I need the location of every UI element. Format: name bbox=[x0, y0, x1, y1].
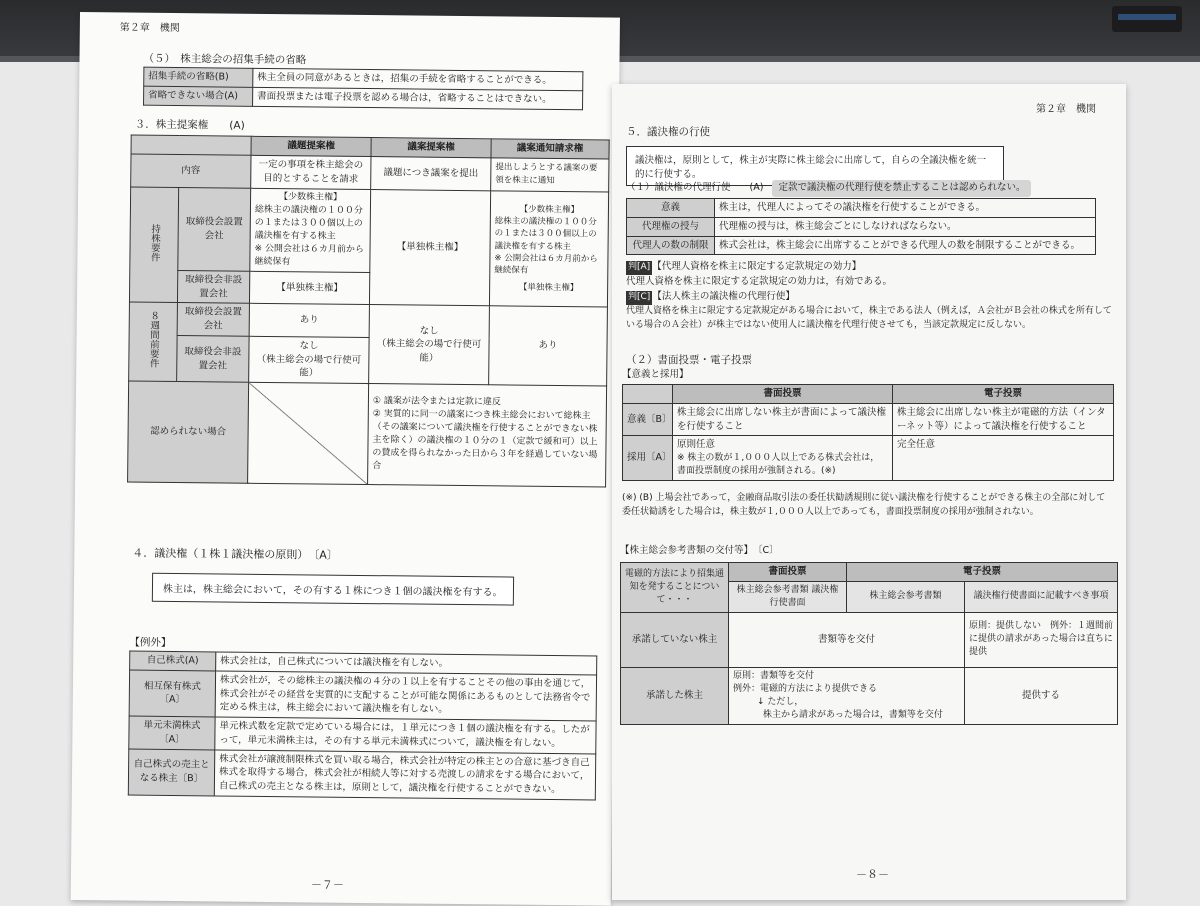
cell-tsuchi-naiyo: 提出しようとする議案の要領を株主に通知 bbox=[491, 158, 609, 192]
exception-label: 単元未満株式〔A〕 bbox=[129, 716, 215, 749]
table-row bbox=[129, 302, 607, 340]
header-gian: 議案提案権 bbox=[371, 138, 491, 158]
header-gidai: 議題提案権 bbox=[251, 136, 371, 156]
proxy-row-text: 代理権の授与は，株主総会ごとにしなければならない。 bbox=[715, 217, 1096, 236]
section-4-title: ４．議決権（１株１議決権の原則） 〔A〕 bbox=[132, 546, 338, 562]
table-row bbox=[621, 667, 1118, 724]
hachi-label: ８週間前要件 bbox=[147, 311, 160, 369]
row-label-torishimari-none-2: 取締役会非設置会社 bbox=[177, 335, 249, 382]
proxy-row-text: 株主は，代理人によってその議決権を行使することができる。 bbox=[715, 199, 1096, 218]
header-shomen: 書面投票 bbox=[729, 563, 847, 582]
section-5-title: （５） 株主総会の招集手続の省略 bbox=[143, 52, 307, 67]
exception-text: 株式会社が，その総株主の議決権の４分の１以上を有することその他の事由を通じて，株式会社がその経営を実質的に支配することが可能な関係にあるものとして法務省令で定める株主は，株主総会において議決権を有しない。 bbox=[215, 671, 596, 721]
header-tsuchi: 議案通知請求権 bbox=[491, 139, 609, 159]
row2-mid-3: ↓ ただし， bbox=[757, 696, 804, 707]
table-row bbox=[144, 86, 583, 109]
row-label-torishimari-none: 取締役会非設置会社 bbox=[177, 270, 249, 303]
left-page-header: 第２章 機関 bbox=[119, 22, 180, 35]
footnote: (※) (B) 上場会社であって，金融商品取引法の委任状勧誘規則に従い議決権を行使することができる株主の全部に対して委任状勧誘をした場合は，株主数が１,０００人以上であっても，書面投票制度の採用が強制されない。 bbox=[622, 493, 1106, 517]
proxy-row-label: 意義 bbox=[627, 199, 715, 218]
table-row bbox=[621, 612, 1118, 667]
row-label-mochikabu bbox=[129, 187, 178, 303]
precedent-c-title: 【法人株主の議決権の代理行使】 bbox=[652, 290, 795, 302]
precedent-a-heading bbox=[626, 260, 1112, 275]
shosu-note: ※ 公開会社は６カ月前から継続保有 bbox=[254, 243, 364, 267]
row-label-saiyo: 採用〔A〕 bbox=[623, 436, 673, 481]
header-shomen: 書面投票 bbox=[673, 385, 893, 404]
exception-text: 株式会社が譲渡制限株式を買い取る場合，株式会社が特定の株主との合意に基づき自己株式を取得する場合，株式会社が相続人等に対する売渡しの請求をする場合において，自己株式の売主となる株主は，原則として，議決権を行使することができない。 bbox=[214, 750, 595, 800]
header-corner bbox=[131, 135, 251, 155]
cell-row2-right: 提供する bbox=[965, 667, 1118, 724]
precedent-a bbox=[626, 260, 1112, 332]
header-corner bbox=[623, 385, 673, 404]
convocation-omission-table bbox=[143, 67, 583, 110]
precedent-a-body: 代理人資格を株主に限定する定款規定の効力は，有効である。 bbox=[626, 275, 893, 287]
proxy-note-pill: 定款で議決権の代理行使を禁止することは認められない。 bbox=[772, 180, 1031, 197]
laptop-keyboard bbox=[1112, 6, 1182, 32]
header-denshi: 電子投票 bbox=[847, 563, 1118, 582]
gian-nashi-paren: （株主総会の場で行使可能） bbox=[376, 338, 482, 364]
exception-text: 単元株式数を定款で定めている場合には，１単元につき１個の議決権を有する。したがって，単元未満株主は，その有する単元未満株式について，議決権を有しない。 bbox=[215, 717, 596, 754]
exception-text: 株式会社は，自己株式については議決権を有しない。 bbox=[216, 652, 597, 675]
row-text: 書面投票または電子投票を認める場合は，省略することはできない。 bbox=[253, 87, 583, 109]
exception-label: 自己株式(A) bbox=[130, 651, 216, 671]
row-label-consented: 承諾した株主 bbox=[621, 667, 729, 724]
table-row bbox=[623, 403, 1114, 436]
voting-principle-box: 株主は，株主総会において，その有する１株につき１個の議決権を有する。 bbox=[152, 573, 514, 606]
table-header-row bbox=[623, 385, 1114, 404]
subheader-3: 議決権行使書面に記載すべき事項 bbox=[965, 581, 1118, 612]
subheader-2: 株主総会参考書類 bbox=[847, 581, 965, 612]
ng-item-1: ① 議案が法令または定款に違反 bbox=[372, 396, 501, 408]
exceptions-table bbox=[128, 651, 597, 801]
mochikabu-label: 持株要件 bbox=[148, 223, 161, 262]
table-row bbox=[130, 187, 609, 275]
written-voting-title: （２）書面投票・電子投票 bbox=[626, 354, 752, 366]
tsuchi-shosu-title: 【少数株主権】 bbox=[519, 204, 580, 216]
right-page bbox=[612, 84, 1126, 900]
cell-mitomerarenai bbox=[368, 384, 607, 487]
subheader-1: 株主総会参考書類 議決権行使書面 bbox=[729, 581, 847, 612]
row-label-hachi bbox=[129, 302, 178, 381]
cell-saiyo-shomen bbox=[673, 436, 893, 481]
tsuchi-shosu-body: 総株主の議決権の１００分の１または３００個以上の議決権を有する株主 bbox=[494, 216, 597, 252]
left-page bbox=[71, 12, 620, 906]
proxy-title: （１）議決権の代理行使 (A) bbox=[626, 182, 764, 193]
section-5-title: ５．議決権の行使 bbox=[626, 126, 710, 138]
cell-tsuchi-mochikabu bbox=[489, 190, 608, 307]
table-row bbox=[128, 381, 607, 487]
table-row bbox=[627, 217, 1096, 236]
proxy-title-line bbox=[626, 180, 1031, 197]
proxy-row-label: 代理人の数の制限 bbox=[627, 236, 715, 255]
cell-gian-tandoku: 【単独株主権】 bbox=[369, 189, 490, 306]
cell-tsuchi-ari: あり bbox=[489, 306, 608, 386]
gian-nashi: なし bbox=[419, 325, 439, 337]
exception-label: 自己株式の売主となる株主〔B〕 bbox=[128, 749, 214, 796]
table-row bbox=[128, 749, 595, 800]
table-row bbox=[627, 236, 1096, 255]
table-row bbox=[129, 716, 596, 753]
table-row bbox=[131, 154, 609, 192]
row-label-igi: 意義〔B〕 bbox=[623, 403, 673, 436]
exception-label: 相互保有株式〔A〕 bbox=[129, 670, 215, 717]
tsuchi-shosu-note: ※ 公開会社は６カ月前から継続保有 bbox=[494, 253, 598, 277]
section-3-title: ３．株主提案権 (A) bbox=[134, 118, 245, 132]
table-header-row bbox=[621, 563, 1118, 582]
shosu-title: 【少数株主権】 bbox=[279, 191, 343, 203]
cell-gian-nashi bbox=[369, 305, 490, 385]
gidai-nashi-paren: （株主総会の場で行使可能） bbox=[256, 353, 362, 379]
row2-mid-1: 原則：書類等を交付 bbox=[733, 670, 815, 681]
meaning-adoption-label: 【意義と採用】 bbox=[622, 369, 689, 380]
precedent-a-title: 【代理人資格を株主に限定する定款規定の効力】 bbox=[652, 261, 862, 272]
cell-gidai-tandoku: 【単独株主権】 bbox=[249, 271, 369, 305]
row-label-mitomerarenai: 認められない場合 bbox=[128, 381, 249, 483]
row-text: 株主全員の同意があるときは，招集の手続を省略することができる。 bbox=[253, 68, 583, 90]
table-row bbox=[129, 670, 596, 721]
proxy-table bbox=[626, 198, 1096, 255]
precedent-a-tag: 判[A] bbox=[626, 261, 652, 275]
cell-gidai-naiyo: 一定の事項を株主総会の目的とすることを請求 bbox=[251, 155, 371, 189]
proxy-row-text: 株式会社は，株主総会に出席することができる代理人の数を制限することができる。 bbox=[715, 236, 1096, 255]
precedent-c-tag: 判[C] bbox=[626, 291, 652, 305]
cell-shosu bbox=[250, 188, 371, 273]
tsuchi-tandoku: 【単独株主権】 bbox=[518, 282, 579, 293]
proxy-row-label: 代理権の授与 bbox=[627, 217, 715, 236]
precedent-c-body: 代理人資格を株主に限定する定款規定がある場合において，株主である法人（例えば，Ａ会社がＢ会社の株式を所有している場合のＡ会社）が株主ではない使用人に議決権を代理行使させても，当該定款規定に反しない。 bbox=[626, 305, 1112, 330]
ng-item-2: ② 実質的に同一の議案につき株主総会において総株主（その議案について議決権を行使することができない株主を除く）の議決権の１０分の１（定款で緩和可）以上の賛成を得られなかった日から３年を経過していない場合 bbox=[372, 409, 598, 472]
cell-diagonal bbox=[248, 382, 369, 484]
cell-row1-mid: 書類等を交付 bbox=[729, 612, 965, 667]
precedent-c-heading bbox=[626, 290, 1112, 305]
cell-gidai-ari: あり bbox=[249, 304, 369, 338]
reference-docs-title: 【株主総会参考書類の交付等】 〔C〕 bbox=[620, 545, 779, 556]
right-page-header: 第２章 機関 bbox=[1036, 104, 1096, 115]
gidai-nashi: なし bbox=[299, 340, 319, 352]
cell-gian-naiyo: 議題につき議案を提出 bbox=[371, 157, 491, 191]
exceptions-label: 【例外】 bbox=[129, 636, 172, 649]
reference-docs-table bbox=[620, 562, 1118, 725]
saiyo-shomen-1: 原則任意 bbox=[677, 439, 716, 451]
voting-exercise-box: 議決権は，原則として，株主が実際に株主総会に出席して，自らの全議決権を統一的に行使する。 bbox=[626, 146, 1004, 186]
cell-saiyo-denshi: 完全任意 bbox=[893, 436, 1114, 481]
table-row bbox=[623, 436, 1114, 481]
header-corner: 電磁的方法により招集通知を発することについて・・・ bbox=[621, 563, 729, 613]
left-page-number: －７－ bbox=[310, 878, 344, 892]
shosu-body: 総株主の議決権の１００分の１または３００個以上の議決権を有する株主 bbox=[254, 204, 364, 242]
cell-igi-denshi: 株主総会に出席しない株主が電磁的方法（インターネット等）によって議決権を行使すること bbox=[893, 403, 1114, 436]
row2-mid-4: 株主から請求があった場合は，書類等を交付 bbox=[763, 710, 943, 720]
cell-row1-right: 原則：提供しない 例外：１週間前に提供の請求があった場合は直ちに提供 bbox=[965, 612, 1118, 667]
row-label: 省略できない場合(A) bbox=[144, 86, 253, 106]
table-row bbox=[627, 199, 1096, 218]
row-label: 招集手続の省略(B) bbox=[144, 67, 253, 87]
row-label-torishimari-set: 取締役会設置会社 bbox=[178, 187, 251, 271]
written-electronic-table bbox=[622, 384, 1114, 481]
saiyo-shomen-2: ※ 株主の数が１,０００人以上である株式会社は，書面投票制度の採用が強制される。(※) bbox=[677, 453, 880, 477]
cell-row2-mid bbox=[729, 667, 965, 724]
row2-mid-2: 例外：電磁的方法により提供できる bbox=[733, 683, 878, 694]
right-page-number: －８－ bbox=[856, 868, 889, 881]
cell-gidai-nashi bbox=[249, 336, 369, 384]
proposal-rights-table bbox=[127, 135, 610, 488]
row-label-naiyo: 内容 bbox=[131, 154, 251, 188]
cell-igi-shomen: 株主総会に出席しない株主が書面によって議決権を行使すること bbox=[673, 403, 893, 436]
row-label-not-consented: 承諾していない株主 bbox=[621, 612, 729, 667]
row-label-torishimari-set-2: 取締役会設置会社 bbox=[177, 303, 249, 336]
header-denshi: 電子投票 bbox=[893, 385, 1114, 404]
